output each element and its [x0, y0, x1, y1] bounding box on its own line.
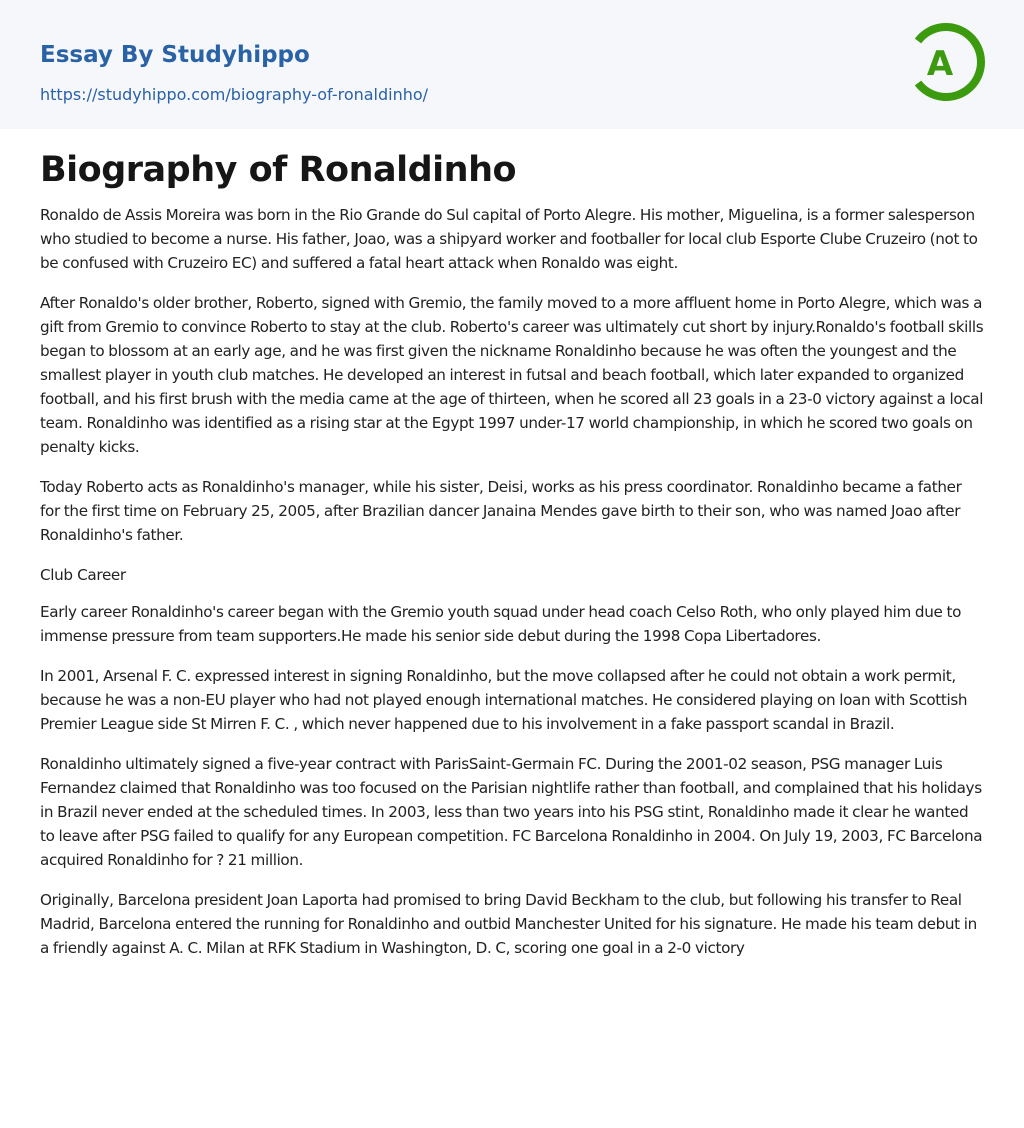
article-paragraph: After Ronaldo's older brother, Roberto, signed with Gremio, the family moved to a more affluent home in Porto Alegre, which was a gift from Gremio to convince Roberto to stay at the club. Roberto's career was ultimately cut short by injury.Ronaldo's football skills began to blossom at an early age, and he was first given the nickname Ronaldinho because he was often the youngest and the smallest player in youth club matches. He developed an interest in futsal and beach football, which later expanded to organized football, and his first brush with the media came at the age of thirteen, when he scored all 23 goals in a 23-0 victory against a local team. Ronaldinho was identified as a rising star at the Egypt 1997 under-17 world championship, in which he scored two goals on penalty kicks.	[40, 294, 984, 456]
svg-text:A: A	[926, 44, 954, 84]
site-header	[0, 0, 1024, 129]
studyhippo-logo-icon	[912, 19, 986, 105]
essay-url-link[interactable]: https://studyhippo.com/biography-of-ronaldinho/	[40, 85, 429, 104]
article-paragraph: Originally, Barcelona president Joan Laporta had promised to bring David Beckham to the club, but following his transfer to Real Madrid, Barcelona entered the running for Ronaldinho and outbid Manchester United for his signature. He made his team debut in a friendly against A. C. Milan at RFK Stadium in Washington, D. C, scoring one goal in a 2-0 victory	[40, 891, 977, 957]
article-paragraph: In 2001, Arsenal F. C. expressed interest in signing Ronaldinho, but the move collapsed after he could not obtain a work permit, because he was a non-EU player who had not played enough international matches. He considered playing on loan with Scottish Premier League side St Mirren F. C. , which never happened due to his involvement in a fake passport scandal in Brazil.	[40, 667, 968, 733]
article-body	[0, 147, 1024, 960]
brand-title: Essay By Studyhippo	[40, 42, 310, 68]
article-paragraph: Ronaldo de Assis Moreira was born in the Rio Grande do Sul capital of Porto Alegre. His mother, Miguelina, is a former salesperson who studied to become a nurse. His father, Joao, was a shipyard worker and footballer for local club Esporte Clube Cruzeiro (not to be confused with Cruzeiro EC) and suffered a fatal heart attack when Ronaldo was eight.	[40, 206, 978, 272]
page-title: Biography of Ronaldinho	[40, 150, 517, 190]
article-paragraph: Early career Ronaldinho's career began with the Gremio youth squad under head coach Celso Roth, who only played him due to immense pressure from team supporters.He made his senior side debut during the 1998 Copa Libertadores.	[40, 603, 962, 645]
article-paragraph: Today Roberto acts as Ronaldinho's manager, while his sister, Deisi, works as his press coordinator. Ronaldinho became a father for the first time on February 25, 2005, after Brazilian dancer Janaina Mendes gave birth to their son, who was named Joao after Ronaldinho's father.	[40, 478, 962, 544]
article-paragraph: Ronaldinho ultimately signed a five-year contract with ParisSaint-Germain FC. During the 2001-02 season, PSG manager Luis Fernandez claimed that Ronaldinho was too focused on the Parisian nightlife rather than football, and complained that his holidays in Brazil never ended at the scheduled times. In 2003, less than two years into his PSG stint, Ronaldinho made it clear he wanted to leave after PSG failed to qualify for any European competition. FC Barcelona Ronaldinho in 2004. On July 19, 2003, FC Barcelona acquired Ronaldinho for ? 21 million.	[40, 755, 983, 869]
section-heading-club-career: Club Career	[40, 566, 126, 584]
